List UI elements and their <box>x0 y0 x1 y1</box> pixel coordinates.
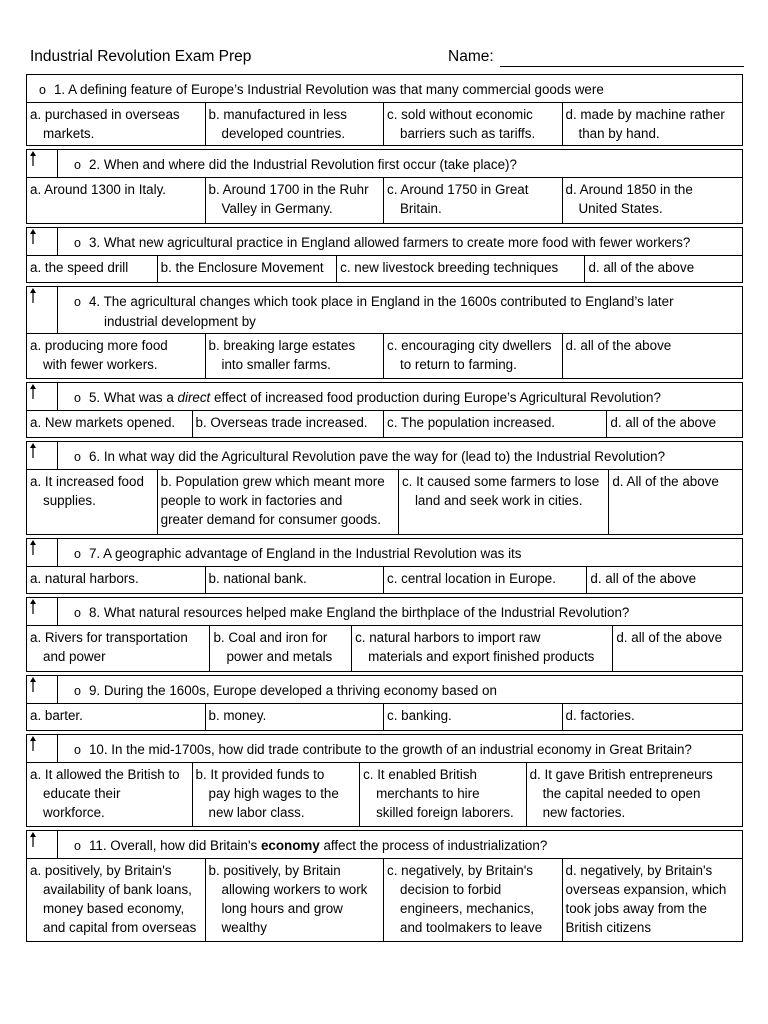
answer-line: greater demand for consumer goods. <box>160 512 381 527</box>
answer-line: and capital from overseas <box>43 920 197 935</box>
answer-choice-a[interactable] <box>27 256 158 282</box>
answer-line: b. Coal and iron for <box>213 630 328 645</box>
answer-line: barriers such as tariffs. <box>400 126 536 141</box>
answer-row <box>26 411 743 438</box>
question-line: 4. The agricultural changes which took place in England in the 1600s contributed to England’s later <box>88 294 674 309</box>
answer-choice-d[interactable] <box>563 334 743 378</box>
question-text <box>27 442 742 470</box>
answer-choice-d[interactable] <box>563 704 743 730</box>
answer-line: supplies. <box>43 493 96 508</box>
answer-line: than by hand. <box>578 126 660 141</box>
answer-line: and power <box>43 649 106 664</box>
answer-choice-d[interactable] <box>587 567 742 593</box>
question-text <box>27 676 742 704</box>
answer-line: allowing workers to work <box>221 882 368 897</box>
answer-choice-a[interactable] <box>27 178 206 223</box>
answer-line: developed countries. <box>221 126 346 141</box>
question-row <box>26 675 743 704</box>
question-row <box>26 382 743 411</box>
question-text <box>27 598 742 626</box>
answer-line: d. negatively, by Britain's <box>565 863 713 878</box>
answer-line: d. all of the above <box>588 260 695 275</box>
answer-choice-b[interactable] <box>206 704 385 730</box>
answer-choice-c[interactable] <box>384 178 563 223</box>
answer-line: c. Around 1750 in Great <box>387 182 529 197</box>
question-line: 7. A geographic advantage of England in the Industrial Revolution was its <box>88 546 522 561</box>
answer-line: c. central location in Europe. <box>387 571 556 586</box>
answer-choice-a[interactable] <box>27 567 206 593</box>
up-arrow-icon <box>28 228 58 255</box>
question-line: 6. In what way did the Agricultural Revolution pave the way for (lead to) the Industrial Revolution? <box>88 449 666 464</box>
question-text <box>27 735 742 763</box>
answer-row <box>26 626 743 672</box>
answer-line: c. encouraging city dwellers <box>387 338 552 353</box>
question-line: 1. A defining feature of Europe’s Industrial Revolution was that many commercial goods were <box>53 82 604 97</box>
answer-line: c. banking. <box>387 708 452 723</box>
answer-line: a. Around 1300 in Italy. <box>30 182 166 197</box>
answer-line: c. It enabled British <box>363 767 477 782</box>
answer-choice-d[interactable] <box>527 763 742 826</box>
answer-line: new labor class. <box>208 805 305 820</box>
up-arrow-icon <box>28 383 58 410</box>
answer-choice-c[interactable] <box>384 859 563 941</box>
question-line-continued <box>74 312 734 331</box>
question-row <box>26 597 743 626</box>
answer-line: long hours and grow <box>221 901 343 916</box>
question-line: 9. During the 1600s, Europe developed a thriving economy based on <box>88 683 497 698</box>
answer-line: Valley in Germany. <box>221 201 333 216</box>
answer-line: d. It gave British entrepreneurs <box>529 767 713 782</box>
answer-line: c. natural harbors to import raw <box>355 630 541 645</box>
question-text <box>27 831 742 859</box>
question-row <box>26 227 743 256</box>
answer-line: a. barter. <box>30 708 83 723</box>
answer-line: a. positively, by Britain's <box>30 863 172 878</box>
answer-line: skilled foreign laborers. <box>376 805 514 820</box>
checkbox-bullet[interactable]: o <box>74 547 81 561</box>
question-text <box>27 287 742 334</box>
answer-line: a. producing more food <box>30 338 168 353</box>
question-line: 10. In the mid-1700s, how did trade contribute to the growth of an industrial economy in Great Britain? <box>88 742 692 757</box>
answer-choice-a[interactable] <box>27 334 206 378</box>
answer-choice-c[interactable] <box>337 256 585 282</box>
answer-choice-b[interactable] <box>206 567 385 593</box>
question-line: 11. Overall, how did Britain's economy affect the process of industrialization? <box>88 838 548 853</box>
answer-choice-b[interactable] <box>193 763 361 826</box>
answer-choice-c[interactable] <box>352 626 613 671</box>
answer-line: British citizens <box>565 920 652 935</box>
up-arrow-icon <box>28 598 58 625</box>
answer-line: b. positively, by Britain <box>208 863 341 878</box>
answer-line: d. made by machine rather <box>565 107 725 122</box>
question-text <box>27 150 742 178</box>
answer-choice-c[interactable] <box>384 567 587 593</box>
answer-line: a. natural harbors. <box>30 571 139 586</box>
answer-line: took jobs away from the <box>565 901 707 916</box>
answer-line: d. all of the above <box>610 415 717 430</box>
answer-choice-a[interactable] <box>27 103 206 145</box>
name-blank-line[interactable] <box>500 66 744 67</box>
answer-choice-b[interactable] <box>210 626 352 671</box>
answer-line: c. It caused some farmers to lose <box>401 474 600 489</box>
answer-line: Britain. <box>400 201 442 216</box>
answer-line: people to work in factories and <box>160 493 343 508</box>
question-line: 2. When and where did the Industrial Revolution first occur (take place)? <box>88 157 517 172</box>
answer-line: workforce. <box>43 805 105 820</box>
answer-line: b. Around 1700 in the Ruhr <box>208 182 369 197</box>
up-arrow-icon <box>28 287 58 333</box>
question-row <box>26 830 743 859</box>
answer-choice-c[interactable] <box>384 103 563 145</box>
question-text <box>27 75 742 103</box>
answer-choice-b[interactable] <box>158 256 338 282</box>
answer-row <box>26 178 743 224</box>
answer-line: c. negatively, by Britain's <box>387 863 533 878</box>
up-arrow-icon <box>28 735 58 762</box>
answer-line: b. the Enclosure Movement <box>160 260 324 275</box>
checkbox-bullet[interactable]: o <box>74 450 81 464</box>
answer-line: merchants to hire <box>376 786 480 801</box>
answer-line: b. Overseas trade increased. <box>195 415 368 430</box>
question-text <box>27 228 742 256</box>
checkbox-bullet[interactable]: o <box>74 295 81 309</box>
answer-row <box>26 567 743 594</box>
answer-choice-d[interactable] <box>585 256 742 282</box>
answer-line: the capital needed to open <box>542 786 701 801</box>
question-line: 8. What natural resources helped make England the birthplace of the Industrial Revolution? <box>88 605 630 620</box>
answer-line: materials and export finished products <box>368 649 595 664</box>
answer-line: d. all of the above <box>565 338 672 353</box>
checkbox-bullet[interactable]: o <box>39 83 46 97</box>
answer-line: pay high wages to the <box>208 786 339 801</box>
page-title: Industrial Revolution Exam Prep <box>30 48 252 65</box>
answer-choice-d[interactable] <box>563 178 743 223</box>
emphasis-direct: direct <box>177 390 211 405</box>
question-row <box>26 734 743 763</box>
question-line: industrial development by <box>104 314 256 329</box>
question-row <box>26 74 743 103</box>
answer-choice-c[interactable] <box>384 334 563 378</box>
checkbox-bullet[interactable]: o <box>74 839 81 853</box>
answer-choice-b[interactable] <box>158 470 399 534</box>
answer-line: a. New markets opened. <box>30 415 176 430</box>
answer-line: into smaller farms. <box>221 357 331 372</box>
up-arrow-icon <box>28 676 58 703</box>
answer-line: b. manufactured in less <box>208 107 347 122</box>
answer-choice-c[interactable] <box>384 704 563 730</box>
question-row <box>26 538 743 567</box>
question-row <box>26 149 743 178</box>
answer-line: d. All of the above <box>612 474 719 489</box>
up-arrow-icon <box>28 831 58 858</box>
answer-line: b. breaking large estates <box>208 338 356 353</box>
answer-line: c. The population increased. <box>387 415 556 430</box>
answer-line: a. It increased food <box>30 474 144 489</box>
answer-line: d. factories. <box>565 708 635 723</box>
answer-line: b. It provided funds to <box>195 767 325 782</box>
answer-choice-b[interactable] <box>206 178 385 223</box>
checkbox-bullet[interactable]: o <box>74 158 81 172</box>
answer-line: b. money. <box>208 708 267 723</box>
question-sheet <box>26 74 743 945</box>
answer-row <box>26 470 743 535</box>
answer-choice-c[interactable] <box>399 470 609 534</box>
answer-row <box>26 859 743 942</box>
answer-line: markets. <box>43 126 95 141</box>
emphasis-economy: economy <box>260 838 320 853</box>
answer-line: a. purchased in overseas <box>30 107 180 122</box>
answer-line: land and seek work in cities. <box>414 493 583 508</box>
answer-choice-d[interactable] <box>563 859 743 941</box>
answer-line: b. national bank. <box>208 571 307 586</box>
answer-choice-b[interactable] <box>206 859 385 941</box>
answer-line: overseas expansion, which <box>565 882 727 897</box>
page-header <box>30 48 746 70</box>
answer-choice-d[interactable] <box>609 470 742 534</box>
checkbox-bullet[interactable]: o <box>74 236 81 250</box>
answer-line: a. the speed drill <box>30 260 129 275</box>
question-text <box>27 539 742 567</box>
up-arrow-icon <box>28 442 58 469</box>
answer-choice-a[interactable] <box>27 704 206 730</box>
answer-line: a. It allowed the British to <box>30 767 180 782</box>
answer-choice-a[interactable] <box>27 626 210 671</box>
answer-choice-a[interactable] <box>27 763 193 826</box>
answer-line: educate their <box>43 786 121 801</box>
answer-line: power and metals <box>226 649 333 664</box>
answer-choice-a[interactable] <box>27 411 193 437</box>
answer-row <box>26 103 743 146</box>
answer-choice-c[interactable] <box>360 763 527 826</box>
answer-line: d. all of the above <box>616 630 723 645</box>
checkbox-bullet[interactable]: o <box>74 684 81 698</box>
answer-line: c. new livestock breeding techniques <box>340 260 559 275</box>
answer-choice-b[interactable] <box>206 334 385 378</box>
answer-choice-b[interactable] <box>193 411 384 437</box>
answer-choice-d[interactable] <box>607 411 742 437</box>
checkbox-bullet[interactable]: o <box>74 743 81 757</box>
question-text <box>27 383 742 411</box>
answer-line: engineers, mechanics, <box>400 901 534 916</box>
answer-line: decision to forbid <box>400 882 502 897</box>
answer-line: money based economy, <box>43 901 185 916</box>
answer-choice-d[interactable] <box>563 103 743 145</box>
name-label: Name: <box>448 48 494 65</box>
question-row <box>26 441 743 470</box>
answer-row <box>26 256 743 283</box>
up-arrow-icon <box>28 150 58 177</box>
answer-row <box>26 334 743 379</box>
answer-line: availability of bank loans, <box>43 882 192 897</box>
answer-line: c. sold without economic <box>387 107 533 122</box>
question-line: 5. What was a direct effect of increased food production during Europe’s Agricultural Revolution? <box>88 390 661 405</box>
answer-line: and toolmakers to leave <box>400 920 543 935</box>
answer-choice-b[interactable] <box>206 103 385 145</box>
checkbox-bullet[interactable]: o <box>74 391 81 405</box>
answer-line: b. Population grew which meant more <box>160 474 385 489</box>
up-arrow-icon <box>28 539 58 566</box>
answer-choice-a[interactable] <box>27 859 206 941</box>
answer-choice-d[interactable] <box>613 626 742 671</box>
answer-line: new factories. <box>542 805 626 820</box>
answer-line: with fewer workers. <box>43 357 158 372</box>
answer-line: to return to farming. <box>400 357 517 372</box>
answer-line: d. all of the above <box>590 571 697 586</box>
checkbox-bullet[interactable]: o <box>74 606 81 620</box>
answer-choice-c[interactable] <box>384 411 607 437</box>
answer-line: United States. <box>578 201 663 216</box>
question-row <box>26 286 743 334</box>
answer-line: d. Around 1850 in the <box>565 182 693 197</box>
answer-line: a. Rivers for transportation <box>30 630 188 645</box>
answer-choice-a[interactable] <box>27 470 158 534</box>
answer-line: wealthy <box>221 920 267 935</box>
answer-row <box>26 763 743 827</box>
question-line: 3. What new agricultural practice in England allowed farmers to create more food with fewer workers? <box>88 235 691 250</box>
answer-row <box>26 704 743 731</box>
